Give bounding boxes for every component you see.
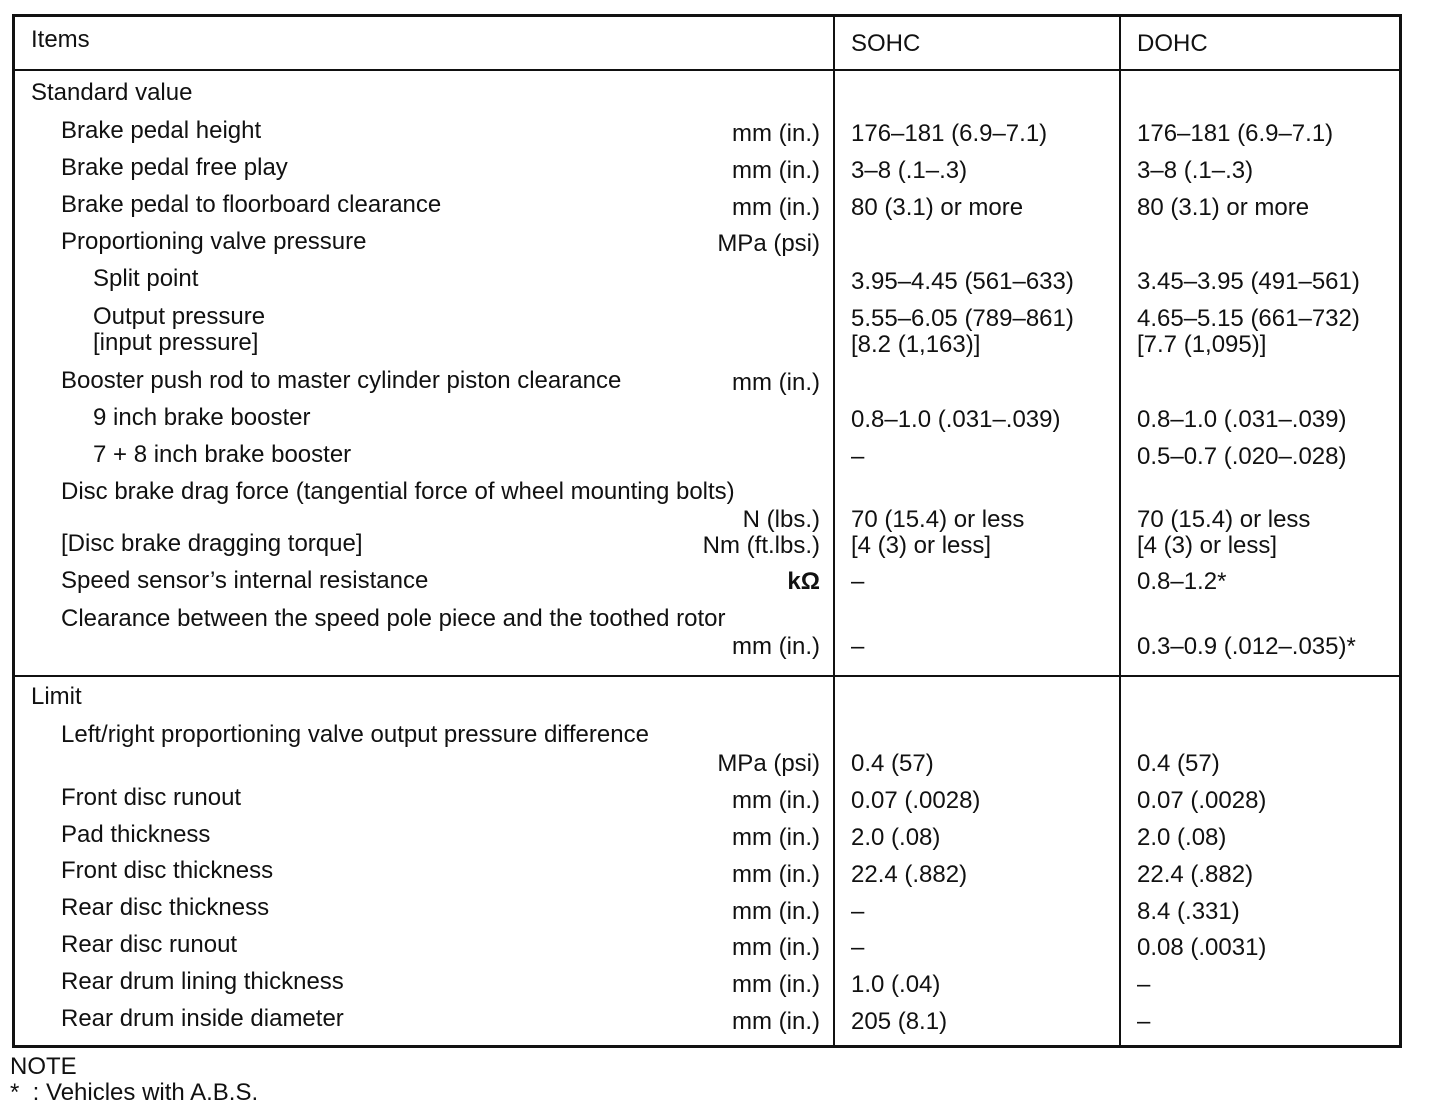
row-label: [Disc brake dragging torque] xyxy=(61,530,363,557)
row-unit: mm (in.) xyxy=(732,861,820,888)
row-sohc: 3–8 (.1–.3) xyxy=(851,157,968,184)
column-divider xyxy=(833,17,835,1045)
row-unit: mm (in.) xyxy=(732,787,820,814)
row-sohc: – xyxy=(851,633,865,660)
row-label: Pad thickness xyxy=(61,821,211,848)
row-sohc: 22.4 (.882) xyxy=(851,861,968,888)
row-label: Disc brake drag force (tangential force of wheel mounting bolts) xyxy=(61,478,735,505)
row-unit: MPa (psi) xyxy=(717,230,820,257)
row-sohc: 205 (8.1) xyxy=(851,1008,948,1035)
note-text: * : Vehicles with A.B.S. xyxy=(10,1079,259,1106)
row-unit: mm (in.) xyxy=(732,971,820,998)
row-dohc: 0.07 (.0028) xyxy=(1137,787,1267,814)
row-unit: mm (in.) xyxy=(732,898,820,925)
row-label: Brake pedal to floorboard clearance xyxy=(61,191,442,218)
row-label: Proportioning valve pressure xyxy=(61,228,367,255)
row-dohc: 0.5–0.7 (.020–.028) xyxy=(1137,443,1347,470)
row-unit: MPa (psi) xyxy=(717,750,820,777)
row-label: Rear disc thickness xyxy=(61,894,270,921)
section-title-standard: Standard value xyxy=(31,79,193,106)
row-sohc: 1.0 (.04) xyxy=(851,971,941,998)
column-divider xyxy=(1119,17,1121,1045)
row-label: Rear drum inside diameter xyxy=(61,1005,344,1032)
row-dohc: 0.8–1.0 (.031–.039) xyxy=(1137,406,1347,433)
row-label: Output pressure [input pressure] xyxy=(93,303,266,356)
row-sohc: – xyxy=(851,934,865,961)
row-sohc: – xyxy=(851,568,865,595)
row-sohc: 0.4 (57) xyxy=(851,750,934,777)
row-unit: N (lbs.) xyxy=(742,506,820,533)
header-items: Items xyxy=(31,26,90,53)
row-sohc: 80 (3.1) or more xyxy=(851,194,1024,221)
row-sohc: 3.95–4.45 (561–633) xyxy=(851,268,1074,295)
header-divider xyxy=(15,69,1399,71)
row-sohc: 176–181 (6.9–7.1) xyxy=(851,120,1048,147)
header-sohc: SOHC xyxy=(851,30,921,57)
row-dohc: 0.4 (57) xyxy=(1137,750,1220,777)
row-unit: mm (in.) xyxy=(732,120,820,147)
row-dohc: 22.4 (.882) xyxy=(1137,861,1254,888)
row-dohc: 8.4 (.331) xyxy=(1137,898,1240,925)
section-divider xyxy=(15,675,1399,677)
row-label: Clearance between the speed pole piece and the toothed rotor xyxy=(61,605,726,632)
row-label: 9 inch brake booster xyxy=(93,404,311,431)
row-unit: mm (in.) xyxy=(732,1008,820,1035)
row-dohc: 2.0 (.08) xyxy=(1137,824,1227,851)
row-unit: mm (in.) xyxy=(732,934,820,961)
row-dohc: 3–8 (.1–.3) xyxy=(1137,157,1254,184)
row-unit: kΩ xyxy=(787,568,820,595)
row-label: Speed sensor’s internal resistance xyxy=(61,567,429,594)
row-sohc: 0.07 (.0028) xyxy=(851,787,981,814)
row-dohc: [4 (3) or less] xyxy=(1137,532,1278,559)
row-label: Front disc thickness xyxy=(61,857,274,884)
row-unit: mm (in.) xyxy=(732,824,820,851)
row-sohc: – xyxy=(851,443,865,470)
row-dohc: 0.3–0.9 (.012–.035)* xyxy=(1137,633,1356,660)
row-sohc: – xyxy=(851,898,865,925)
row-dohc: 0.08 (.0031) xyxy=(1137,934,1267,961)
row-unit: mm (in.) xyxy=(732,157,820,184)
row-sohc: 2.0 (.08) xyxy=(851,824,941,851)
row-unit: mm (in.) xyxy=(732,369,820,396)
row-label: 7 + 8 inch brake booster xyxy=(93,441,352,468)
row-dohc: 0.8–1.2* xyxy=(1137,568,1227,595)
row-sohc: 0.8–1.0 (.031–.039) xyxy=(851,406,1061,433)
row-label: Front disc runout xyxy=(61,784,242,811)
row-label: Brake pedal height xyxy=(61,117,262,144)
section-title-limit: Limit xyxy=(31,683,82,710)
row-label: Left/right proportioning valve output pressure difference xyxy=(61,721,649,748)
note xyxy=(10,1054,258,1106)
row-dohc: 4.65–5.15 (661–732) [7.7 (1,095)] xyxy=(1137,305,1360,358)
row-dohc: 176–181 (6.9–7.1) xyxy=(1137,120,1334,147)
row-sohc: [4 (3) or less] xyxy=(851,532,992,559)
row-label: Booster push rod to master cylinder piston clearance xyxy=(61,367,622,394)
row-unit: Nm (ft.lbs.) xyxy=(702,532,820,559)
row-dohc: 3.45–3.95 (491–561) xyxy=(1137,268,1360,295)
row-dohc: – xyxy=(1137,1008,1151,1035)
header-dohc: DOHC xyxy=(1137,30,1208,57)
row-label: Rear disc runout xyxy=(61,931,238,958)
row-label: Rear drum lining thickness xyxy=(61,968,344,995)
row-dohc: 70 (15.4) or less xyxy=(1137,506,1311,533)
row-unit: mm (in.) xyxy=(732,633,820,660)
row-label: Split point xyxy=(93,265,199,292)
note-title: NOTE xyxy=(10,1053,77,1080)
spec-table xyxy=(12,14,1402,1048)
row-sohc: 70 (15.4) or less xyxy=(851,506,1025,533)
row-sohc: 5.55–6.05 (789–861) [8.2 (1,163)] xyxy=(851,305,1074,358)
row-unit: mm (in.) xyxy=(732,194,820,221)
row-label: Brake pedal free play xyxy=(61,154,288,181)
row-dohc: 80 (3.1) or more xyxy=(1137,194,1310,221)
row-dohc: – xyxy=(1137,971,1151,998)
